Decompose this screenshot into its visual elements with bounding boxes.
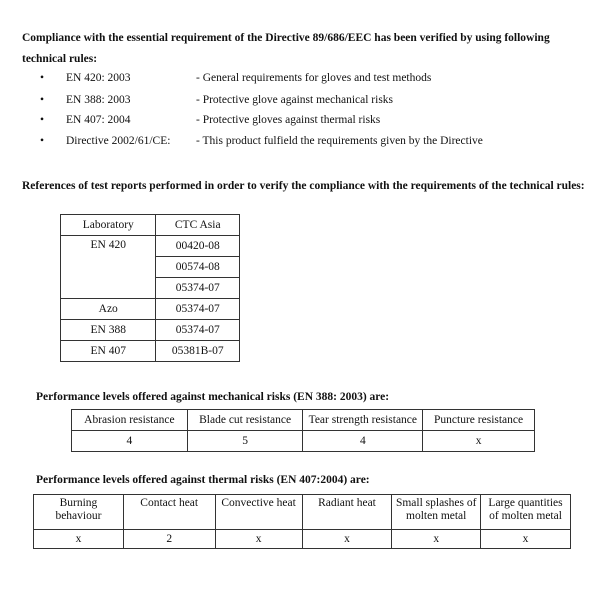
mechanical-table: [71, 409, 535, 452]
table-header-cell: Laboratory: [61, 215, 156, 236]
rule-standard: EN 420: 2003: [66, 72, 131, 84]
table-header-cell: Contact heat: [123, 495, 215, 530]
rule-description: - Protective glove against mechanical risks: [196, 94, 394, 106]
lab-cell: EN 407: [61, 341, 156, 362]
table-row: [61, 236, 240, 257]
table-row: [61, 299, 240, 320]
lab-cell: EN 388: [61, 320, 156, 341]
table-cell: 2: [123, 530, 215, 549]
table-cell: x: [481, 530, 571, 549]
report-cell: 00574-08: [156, 257, 240, 278]
report-cell: 05374-07: [156, 320, 240, 341]
report-cell: 05374-07: [156, 299, 240, 320]
table-row: [34, 530, 571, 549]
table-header-cell: CTC Asia: [156, 215, 240, 236]
table-header-cell: Puncture resistance: [423, 410, 535, 431]
table-header-cell: Tear strength resistance: [303, 410, 423, 431]
references-heading: References of test reports performed in order to verify the compliance with the requirements of the technical rules:: [22, 180, 585, 192]
table-header-cell: Abrasion resistance: [72, 410, 188, 431]
table-header-row: [61, 215, 240, 236]
rule-standard: EN 407: 2004: [66, 114, 131, 126]
table-cell: x: [423, 431, 535, 452]
table-header-cell: Convective heat: [215, 495, 302, 530]
table-header-row: [34, 495, 571, 530]
table-cell: 5: [187, 431, 303, 452]
table-header-cell: Large quantities of molten metal: [481, 495, 571, 530]
table-cell: x: [302, 530, 392, 549]
compliance-heading: Compliance with the essential requirement of the Directive 89/686/EEC has been verified by using following technical rules:: [22, 32, 550, 65]
table-header-cell: Burning behaviour: [34, 495, 124, 530]
bullet-icon: •: [40, 72, 45, 84]
rule-standard: Directive 2002/61/CE:: [66, 135, 171, 147]
bullet-icon: •: [40, 94, 45, 106]
lab-cell: Azo: [61, 299, 156, 320]
report-cell: 05374-07: [156, 278, 240, 299]
rule-standard: EN 388: 2003: [66, 94, 131, 106]
table-header-cell: Small splashes of molten metal: [392, 495, 481, 530]
thermal-table: [33, 494, 571, 549]
table-row: [61, 341, 240, 362]
table-row: [72, 431, 535, 452]
table-cell: 4: [303, 431, 423, 452]
report-cell: 05381B-07: [156, 341, 240, 362]
table-cell: x: [392, 530, 481, 549]
table-header-cell: Radiant heat: [302, 495, 392, 530]
references-table: [60, 214, 240, 362]
table-cell: x: [215, 530, 302, 549]
rule-description: - General requirements for gloves and test methods: [196, 72, 432, 84]
bullet-icon: •: [40, 135, 45, 147]
report-cell: 00420-08: [156, 236, 240, 257]
table-cell: 4: [72, 431, 188, 452]
lab-cell: EN 420: [61, 236, 156, 299]
rule-description: - This product fulfield the requirements given by the Directive: [196, 135, 483, 147]
bullet-icon: •: [40, 114, 45, 126]
table-header-cell: Blade cut resistance: [187, 410, 303, 431]
table-cell: x: [34, 530, 124, 549]
mechanical-heading: Performance levels offered against mechanical risks (EN 388: 2003) are:: [36, 391, 390, 403]
thermal-heading: Performance levels offered against thermal risks (EN 407:2004) are:: [36, 474, 370, 486]
table-header-row: [72, 410, 535, 431]
rule-description: - Protective gloves against thermal risks: [196, 114, 381, 126]
table-row: [61, 320, 240, 341]
